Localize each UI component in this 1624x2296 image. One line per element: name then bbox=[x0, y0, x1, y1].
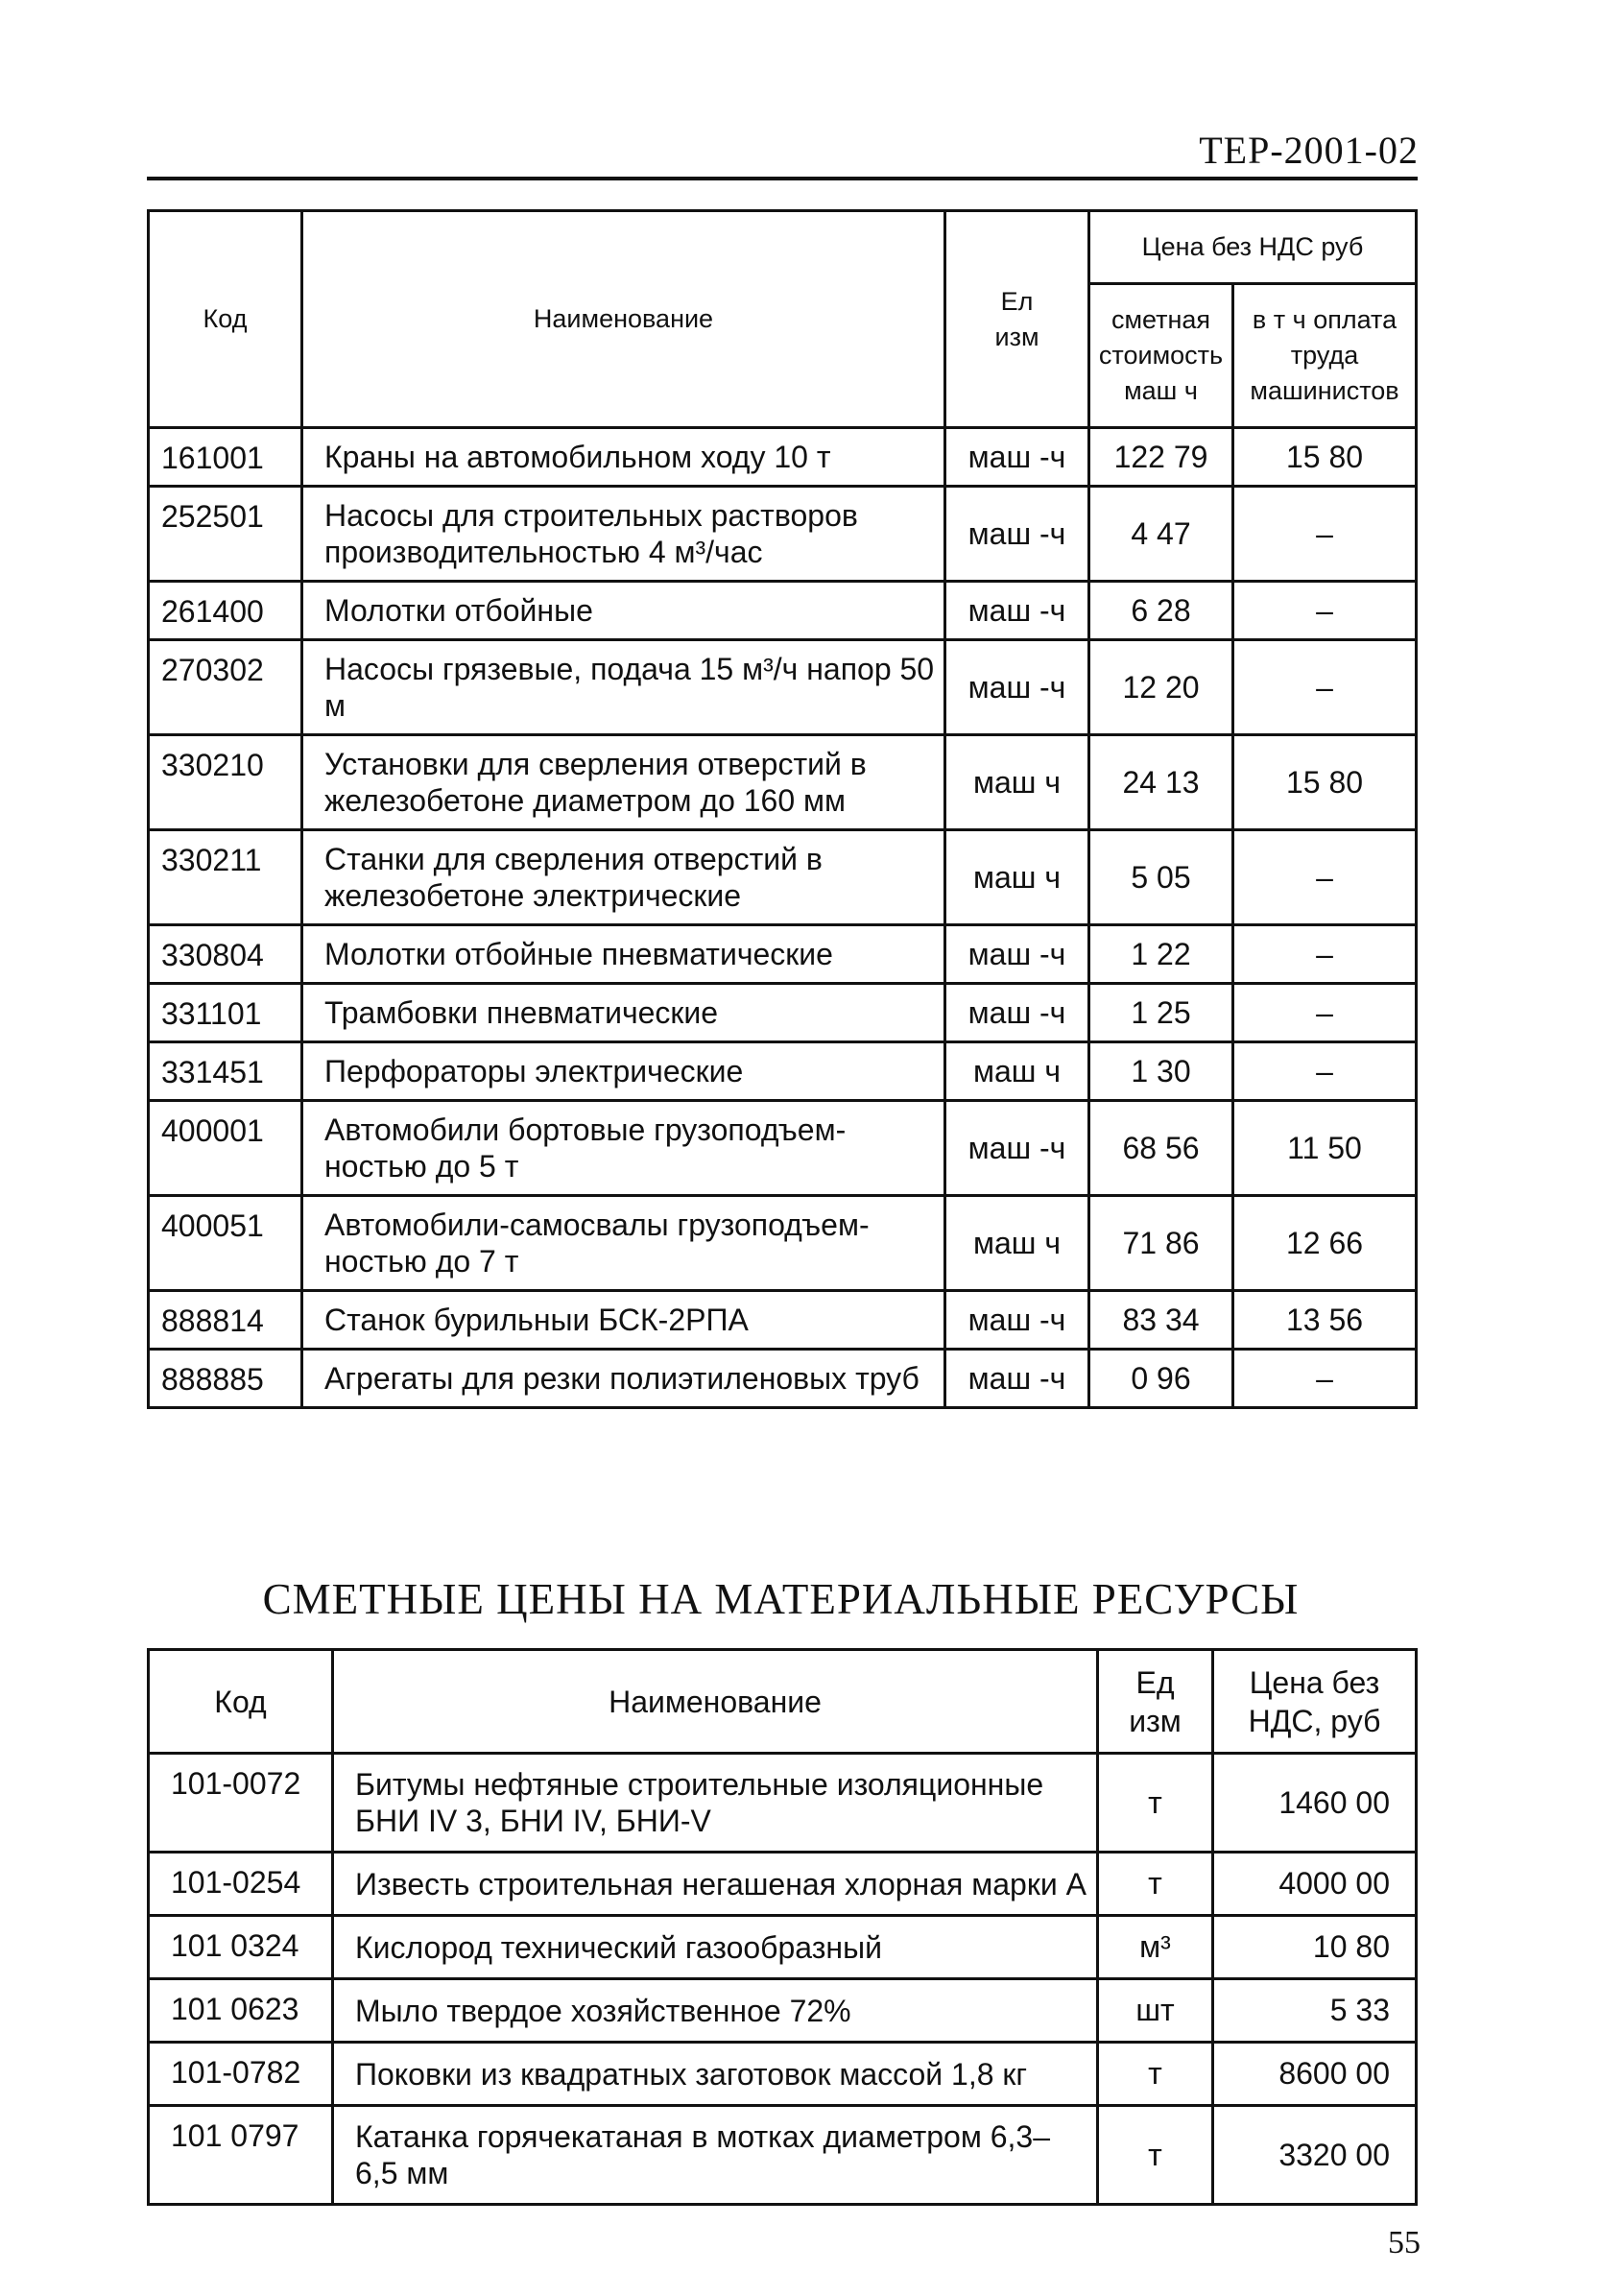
cell-name: Станки для сверления отверстий в железобетоне электрические bbox=[302, 830, 945, 925]
table-row bbox=[149, 487, 1417, 582]
cell-unit: т bbox=[1098, 2043, 1213, 2106]
cell-cost: 83 34 bbox=[1089, 1291, 1233, 1350]
cell-unit: маш ч bbox=[945, 735, 1089, 830]
table-row bbox=[149, 2043, 1417, 2106]
cell-cost: 1 25 bbox=[1089, 984, 1233, 1042]
cell-wage: – bbox=[1233, 487, 1417, 582]
cell-name: Молотки отбойные bbox=[302, 582, 945, 640]
cell-name: Насосы для строительных растворов производительностью 4 м³/час bbox=[302, 487, 945, 582]
cell-unit: маш -ч bbox=[945, 925, 1089, 984]
cell-cost: 122 79 bbox=[1089, 428, 1233, 487]
cell-cost: 1 30 bbox=[1089, 1042, 1233, 1101]
cell-name: Известь строительная негашеная хлорная марки А bbox=[333, 1853, 1098, 1916]
cell-name: Поковки из квадратных заготовок массой 1,8 кг bbox=[333, 2043, 1098, 2106]
cell-code: 888814 bbox=[149, 1291, 302, 1350]
table-row bbox=[149, 735, 1417, 830]
cell-unit: маш -ч bbox=[945, 984, 1089, 1042]
cell-code: 330211 bbox=[149, 830, 302, 925]
machines-table-body bbox=[149, 428, 1417, 1408]
cell-wage: – bbox=[1233, 830, 1417, 925]
cell-code: 161001 bbox=[149, 428, 302, 487]
cell-unit: т bbox=[1098, 2106, 1213, 2205]
cell-code: 330210 bbox=[149, 735, 302, 830]
table-row bbox=[149, 925, 1417, 984]
cell-unit: маш -ч bbox=[945, 1101, 1089, 1196]
cell-name: Агрегаты для резки полиэтиленовых труб bbox=[302, 1350, 945, 1408]
cell-code: 400051 bbox=[149, 1196, 302, 1291]
col-header-unit: Ед изм bbox=[1098, 1650, 1213, 1754]
cell-unit: маш -ч bbox=[945, 428, 1089, 487]
col-header-price-group: Цена без НДС руб bbox=[1089, 211, 1417, 284]
cell-price: 8600 00 bbox=[1213, 2043, 1417, 2106]
machines-table bbox=[147, 209, 1418, 1409]
cell-price: 4000 00 bbox=[1213, 1853, 1417, 1916]
cell-name: Перфораторы электрические bbox=[302, 1042, 945, 1101]
cell-code: 331101 bbox=[149, 984, 302, 1042]
section-title: СМЕТНЫЕ ЦЕНЫ НА МАТЕРИАЛЬНЫЕ РЕСУРСЫ bbox=[262, 1575, 1300, 1623]
table-row bbox=[149, 640, 1417, 735]
cell-wage: – bbox=[1233, 925, 1417, 984]
cell-wage: – bbox=[1233, 1042, 1417, 1101]
cell-name: Молотки отбойные пневматические bbox=[302, 925, 945, 984]
cell-wage: 13 56 bbox=[1233, 1291, 1417, 1350]
cell-cost: 71 86 bbox=[1089, 1196, 1233, 1291]
cell-price: 3320 00 bbox=[1213, 2106, 1417, 2205]
cell-name: Установки для сверления отверстий в железобетоне диаметром до 160 мм bbox=[302, 735, 945, 830]
table-row bbox=[149, 1291, 1417, 1350]
cell-cost: 1 22 bbox=[1089, 925, 1233, 984]
cell-unit: маш -ч bbox=[945, 487, 1089, 582]
cell-unit: маш ч bbox=[945, 830, 1089, 925]
cell-code: 101-0072 bbox=[149, 1754, 333, 1853]
cell-name: Кислород технический газообразный bbox=[333, 1916, 1098, 1979]
cell-name: Битумы нефтяные строительные изоляционные БНИ IV 3, БНИ IV, БНИ-V bbox=[333, 1754, 1098, 1853]
cell-code: 101-0254 bbox=[149, 1853, 333, 1916]
page-number: 55 bbox=[1388, 2225, 1421, 2260]
cell-wage: – bbox=[1233, 984, 1417, 1042]
cell-wage: – bbox=[1233, 1350, 1417, 1408]
cell-wage: – bbox=[1233, 582, 1417, 640]
cell-name: Краны на автомобильном ходу 10 т bbox=[302, 428, 945, 487]
cell-unit: маш -ч bbox=[945, 1350, 1089, 1408]
cell-name: Мыло твердое хозяйственное 72% bbox=[333, 1979, 1098, 2043]
cell-name: Трамбовки пневматические bbox=[302, 984, 945, 1042]
cell-code: 261400 bbox=[149, 582, 302, 640]
cell-price: 5 33 bbox=[1213, 1979, 1417, 2043]
col-header-wage: в т ч оплата труда машинистов bbox=[1233, 284, 1417, 428]
table-row bbox=[149, 1101, 1417, 1196]
cell-unit: маш ч bbox=[945, 1042, 1089, 1101]
cell-name: Насосы грязевые, подача 15 м³/ч напор 50 м bbox=[302, 640, 945, 735]
col-header-cost: сметная стоимость маш ч bbox=[1089, 284, 1233, 428]
cell-wage: 11 50 bbox=[1233, 1101, 1417, 1196]
cell-name: Автомобили бортовые грузоподъем-ностью до 5 т bbox=[302, 1101, 945, 1196]
cell-code: 400001 bbox=[149, 1101, 302, 1196]
cell-wage: 15 80 bbox=[1233, 735, 1417, 830]
cell-code: 888885 bbox=[149, 1350, 302, 1408]
cell-code: 101 0797 bbox=[149, 2106, 333, 2205]
cell-unit: шт bbox=[1098, 1979, 1213, 2043]
cell-unit: т bbox=[1098, 1754, 1213, 1853]
cell-price: 10 80 bbox=[1213, 1916, 1417, 1979]
table-row bbox=[149, 830, 1417, 925]
cell-code: 101 0324 bbox=[149, 1916, 333, 1979]
cell-name: Катанка горячекатаная в мотках диаметром 6,3–6,5 мм bbox=[333, 2106, 1098, 2205]
cell-cost: 12 20 bbox=[1089, 640, 1233, 735]
table-row bbox=[149, 1196, 1417, 1291]
cell-price: 1460 00 bbox=[1213, 1754, 1417, 1853]
cell-unit: т bbox=[1098, 1853, 1213, 1916]
table-row bbox=[149, 2106, 1417, 2205]
cell-code: 331451 bbox=[149, 1042, 302, 1101]
cell-code: 252501 bbox=[149, 487, 302, 582]
table-row bbox=[149, 428, 1417, 487]
cell-unit: маш -ч bbox=[945, 640, 1089, 735]
col-header-price: Цена без НДС, руб bbox=[1213, 1650, 1417, 1754]
col-header-code: Код bbox=[149, 1650, 333, 1754]
col-header-name: Наименование bbox=[302, 211, 945, 428]
cell-unit: маш -ч bbox=[945, 582, 1089, 640]
cell-cost: 0 96 bbox=[1089, 1350, 1233, 1408]
table-row bbox=[149, 1754, 1417, 1853]
table-row bbox=[149, 1853, 1417, 1916]
cell-wage: 12 66 bbox=[1233, 1196, 1417, 1291]
cell-code: 270302 bbox=[149, 640, 302, 735]
table-row bbox=[149, 984, 1417, 1042]
cell-cost: 24 13 bbox=[1089, 735, 1233, 830]
table-row bbox=[149, 1350, 1417, 1408]
materials-table bbox=[147, 1648, 1418, 2206]
cell-cost: 68 56 bbox=[1089, 1101, 1233, 1196]
table-row bbox=[149, 1042, 1417, 1101]
table-row bbox=[149, 582, 1417, 640]
col-header-unit: Ел изм bbox=[945, 211, 1089, 428]
cell-wage: 15 80 bbox=[1233, 428, 1417, 487]
col-header-name: Наименование bbox=[333, 1650, 1098, 1754]
header-rule bbox=[147, 177, 1418, 180]
col-header-code: Код bbox=[149, 211, 302, 428]
cell-code: 101 0623 bbox=[149, 1979, 333, 2043]
cell-code: 330804 bbox=[149, 925, 302, 984]
cell-cost: 5 05 bbox=[1089, 830, 1233, 925]
cell-name: Автомобили-самосвалы грузоподъем-ностью до 7 т bbox=[302, 1196, 945, 1291]
cell-code: 101-0782 bbox=[149, 2043, 333, 2106]
cell-name: Станок бурильныи БСК-2РПА bbox=[302, 1291, 945, 1350]
cell-unit: м³ bbox=[1098, 1916, 1213, 1979]
cell-cost: 4 47 bbox=[1089, 487, 1233, 582]
table-row bbox=[149, 1916, 1417, 1979]
cell-wage: – bbox=[1233, 640, 1417, 735]
table-row bbox=[149, 1979, 1417, 2043]
materials-table-body bbox=[149, 1754, 1417, 2205]
cell-unit: маш ч bbox=[945, 1196, 1089, 1291]
document-code: ТЕР-2001-02 bbox=[1199, 129, 1419, 172]
cell-cost: 6 28 bbox=[1089, 582, 1233, 640]
cell-unit: маш -ч bbox=[945, 1291, 1089, 1350]
